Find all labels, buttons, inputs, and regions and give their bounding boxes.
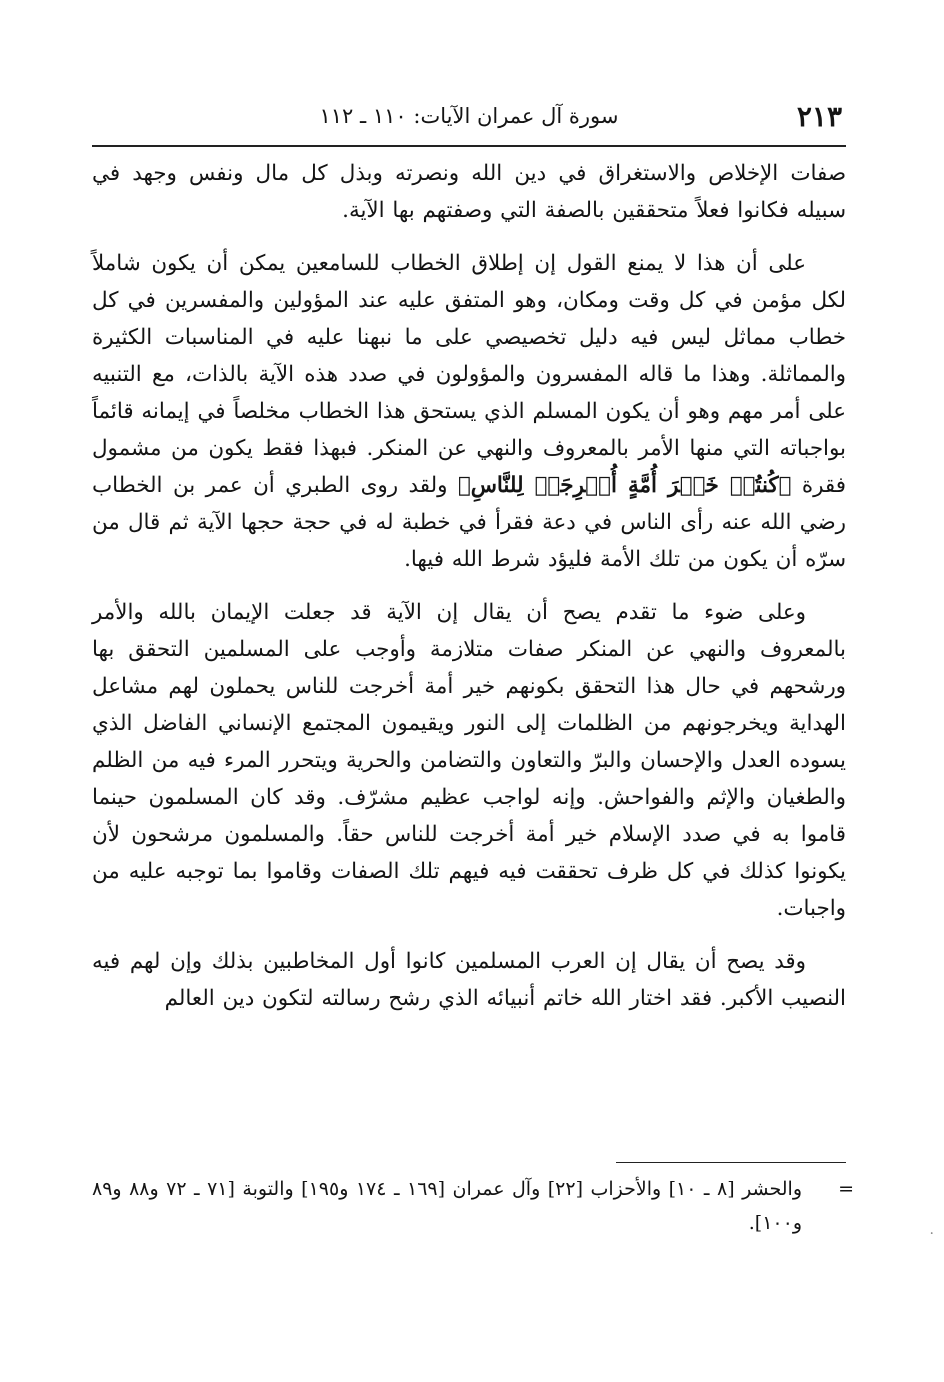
page-number: ٢١٣ [796,100,842,133]
paragraph-3: وعلى ضوء ما تقدم يصح أن يقال إن الآية قد جعلت الإيمان بالله والأمر بالمعروف والنهي عن المنكر صفات متلازمة وأوجب على المسلمين التحقق بها ورشحهم في حال هذا التحقق بكونهم خير أمة أخرجت للناس يحملون لهم مشاعل الهداية ويخرجونهم من الظلمات إلى النور ويقيمون المجتمع الإنساني الفاضل الذي يسوده العدل والإحسان والبرّ والتعاون والتضامن والحرية ويتحرر المرء فيه من الظلم والطغيان والإثم والفواحش. وإنه لواجب عظيم مشرّف. وقد كان المسلمون حينما قاموا به في صدد الإسلام خير أمة أخرجت للناس حقاً. والمسلمون مرشحون لأن يكونوا كذلك في كل ظرف تحققت فيه فيهم تلك الصفات وقاموا بما توجبه عليه من واجبات. [92,600,846,921]
footnote-text: والحشر [٨ ـ ١٠] والأحزاب [٢٢] وآل عمران [١٦٩ ـ ١٧٤ و١٩٥] والتوبة [٧١ ـ ٧٢ و٨٨ و٨٩ و١٠٠]. [92,1178,803,1234]
footnote-rule [616,1162,846,1163]
body-text [92,155,846,1033]
page-header [92,92,846,144]
book-page [92,92,934,1352]
running-title: سورة آل عمران الآيات: ١١٠ ـ ١١٢ [319,104,619,128]
paragraph-2-text-after: ولقد روى الطبري أن عمر بن الخطاب رضي الله عنه رأى الناس في دعة فقرأ في خطبة له في حجة حجها الآية ثم قال من سرّه أن يكون من تلك الأمة فليؤد شرط الله فيها. [92,473,846,572]
footnote-continuation-mark: = [838,1178,854,1200]
paragraph-2 [92,245,846,578]
paragraph-4: وقد يصح أن يقال إن العرب المسلمين كانوا أول المخاطبين بذلك وإن لهم فيه النصيب الأكبر. فقد اختار الله خاتم أنبيائه الذي رشح رسالته لتكون دين العالم [92,949,846,1011]
header-rule [92,145,846,147]
paragraph-1: صفات الإخلاص والاستغراق في دين الله ونصرته وبذل كل مال ونفس وجهد في سبيله فكانوا فعلاً متحققين بالصفة التي وصفتهم بها الآية. [92,161,846,223]
footnote [92,1172,854,1240]
margin-mark: . [929,1222,934,1238]
quran-verse: ﴿كُنتُمۡ خَيۡرَ أُمَّةٍ أُخۡرِجَتۡ لِلنَّاسِ﴾ [457,473,792,498]
paragraph-2-text-before: على أن هذا لا يمنع القول إن إطلاق الخطاب للسامعين يمكن أن يكون شاملاً لكل مؤمن في كل وقت ومكان، وهو المتفق عليه عند المؤولين والمفسرين في كل خطاب مماثل ليس فيه دليل تخصيصي على ما نبهنا عليه في المناسبات الكثيرة والمماثلة. وهذا ما قاله المفسرون والمؤولون في صدد هذه الآية بالذات، مع التنبيه على أمر مهم وهو أن يكون المسلم الذي يستحق هذا الخطاب مخلصاً في إيمانه قائماً بواجباته التي منها الأمر بالمعروف والنهي عن المنكر. فبهذا فقط يكون من مشمول فقرة [92,251,846,498]
